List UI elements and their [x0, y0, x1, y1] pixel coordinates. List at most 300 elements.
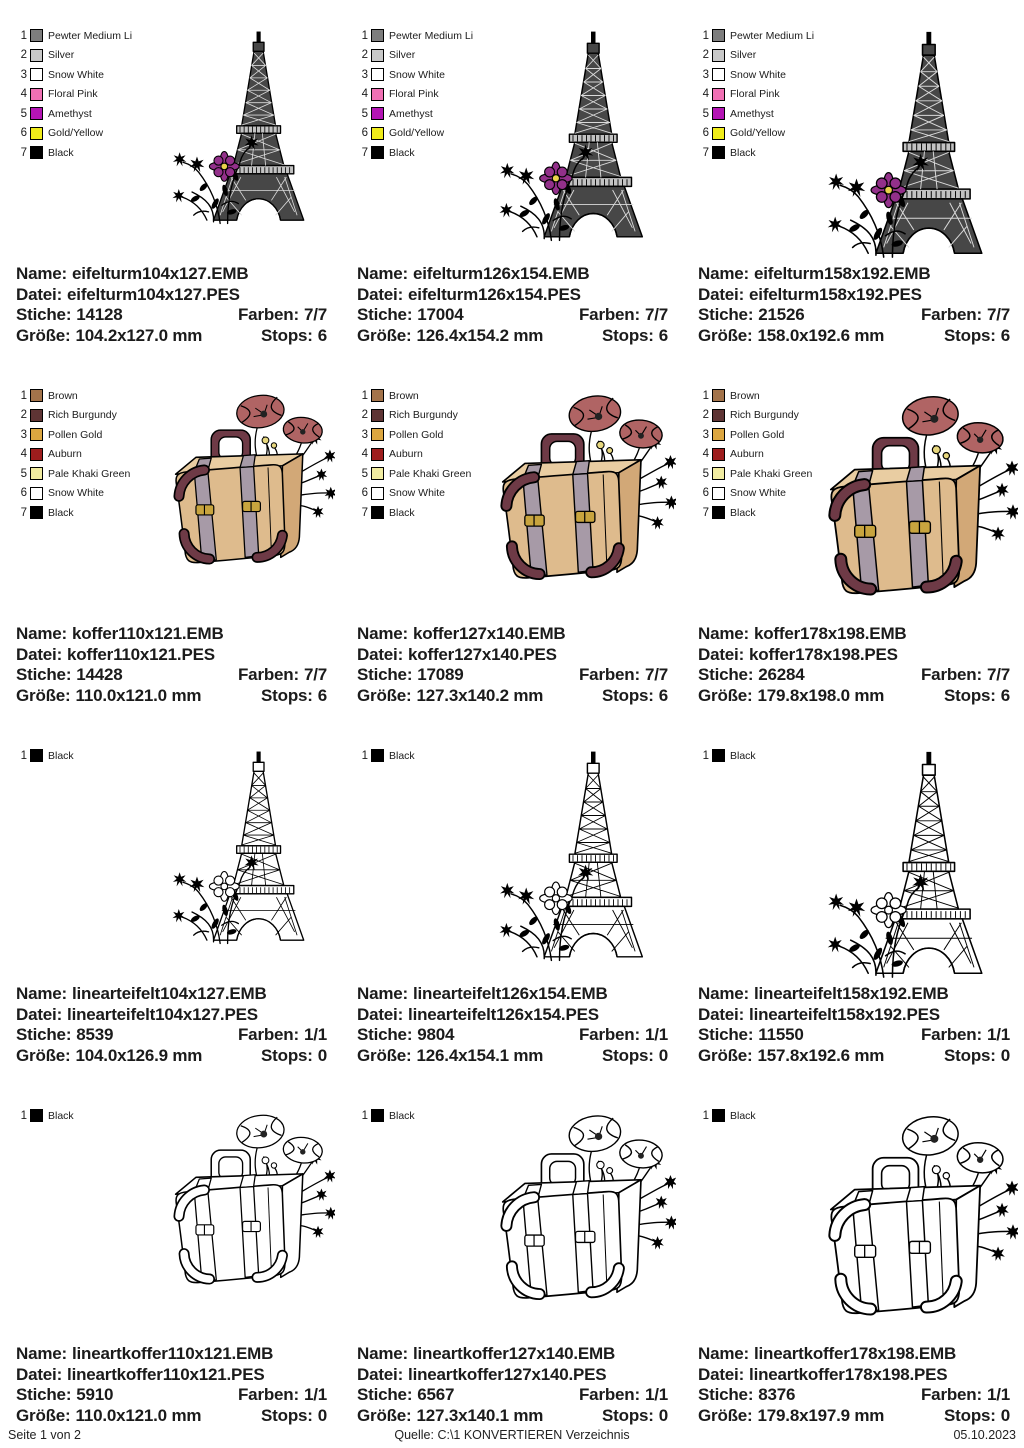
- size-label: Größe:: [16, 1045, 71, 1065]
- meta-size-line: [16, 1046, 327, 1067]
- stop-count: 6: [317, 685, 327, 705]
- legend-color-swatch: [712, 127, 725, 140]
- legend-item: [16, 484, 130, 504]
- meta-name-line: [357, 1344, 668, 1365]
- legend-number: 4: [20, 88, 27, 101]
- meta-file-line: [357, 285, 668, 306]
- stop-count: 6: [658, 685, 668, 705]
- meta-file-line: [16, 285, 327, 306]
- legend-label: Pollen Gold: [389, 428, 444, 441]
- legend-label: Pollen Gold: [730, 428, 785, 441]
- legend-color-swatch: [712, 88, 725, 101]
- colors-label: Farben:: [921, 305, 982, 324]
- color-legend: [357, 746, 415, 766]
- colors-label: Farben:: [238, 1025, 299, 1044]
- stop-count: 0: [658, 1045, 668, 1065]
- stitch-count: 17089: [417, 665, 464, 684]
- file-label: Datei:: [357, 1364, 404, 1384]
- stops-label: Stops:: [602, 325, 654, 345]
- meta-file-line: [698, 645, 1010, 666]
- size-label: Größe:: [16, 685, 71, 705]
- meta-name-line: [357, 624, 668, 645]
- design-cell: [341, 382, 682, 742]
- legend-label: Black: [730, 1109, 756, 1122]
- color-legend: [16, 26, 132, 163]
- footer-page-info: Seite 1 von 2: [8, 1428, 81, 1442]
- design-size: 126.4x154.1 mm: [416, 1045, 544, 1065]
- legend-label: Floral Pink: [48, 88, 98, 101]
- legend-item: [698, 104, 814, 124]
- design-size: 179.8x197.9 mm: [757, 1405, 885, 1425]
- design-meta: [16, 624, 327, 706]
- color-count: 7/7: [644, 305, 668, 324]
- stop-count: 0: [1000, 1045, 1010, 1065]
- legend-item: [16, 425, 130, 445]
- suitcase-graphic: [140, 386, 335, 571]
- stop-count: 6: [1000, 685, 1010, 705]
- meta-name-line: [698, 264, 1010, 285]
- stitch-count: 14428: [76, 665, 123, 684]
- stitches-label: Stiche:: [698, 305, 754, 324]
- meta-size-line: [357, 326, 668, 347]
- legend-number: 1: [702, 1109, 709, 1122]
- stops-label: Stops:: [944, 685, 996, 705]
- design-grid: [0, 22, 1024, 1448]
- design-preview: [474, 748, 672, 964]
- design-file: lineartkoffer178x198.PES: [749, 1364, 948, 1384]
- size-label: Größe:: [698, 325, 753, 345]
- name-label: Name:: [357, 984, 408, 1003]
- meta-name-line: [357, 984, 668, 1005]
- design-preview: [149, 748, 331, 947]
- suitcase-graphic: [140, 1106, 335, 1291]
- stitch-count: 21526: [758, 305, 805, 324]
- name-label: Name:: [16, 624, 67, 643]
- legend-number: 1: [361, 389, 368, 402]
- legend-number: 3: [702, 68, 709, 81]
- legend-label: Black: [389, 749, 415, 762]
- file-label: Datei:: [16, 1004, 63, 1024]
- legend-color-swatch: [712, 749, 725, 762]
- stops-label: Stops:: [602, 1045, 654, 1065]
- design-file: eifelturm158x192.PES: [749, 284, 922, 304]
- design-size: 127.3x140.1 mm: [416, 1405, 544, 1425]
- size-label: Größe:: [698, 685, 753, 705]
- legend-number: 1: [20, 29, 27, 42]
- legend-number: 6: [20, 487, 27, 500]
- design-size: 126.4x154.2 mm: [416, 325, 544, 345]
- legend-item: [16, 143, 132, 163]
- stops-label: Stops:: [261, 325, 313, 345]
- name-label: Name:: [16, 984, 67, 1003]
- legend-number: 7: [20, 506, 27, 519]
- legend-item: [357, 85, 473, 105]
- legend-label: Silver: [389, 49, 416, 62]
- legend-color-swatch: [371, 29, 384, 42]
- legend-color-swatch: [371, 68, 384, 81]
- legend-label: Pollen Gold: [48, 428, 103, 441]
- design-meta: [357, 624, 668, 706]
- suitcase-graphic: [789, 1106, 1018, 1323]
- legend-number: 1: [702, 749, 709, 762]
- meta-file-line: [357, 1365, 668, 1386]
- legend-label: Brown: [389, 389, 419, 402]
- legend-color-swatch: [30, 467, 43, 480]
- design-preview: [464, 386, 676, 587]
- legend-number: 4: [361, 448, 368, 461]
- suitcase-graphic: [464, 1106, 676, 1307]
- legend-label: Black: [48, 506, 74, 519]
- legend-label: Gold/Yellow: [48, 127, 104, 140]
- design-size: 104.0x126.9 mm: [75, 1045, 203, 1065]
- meta-file-line: [698, 1365, 1010, 1386]
- meta-name-line: [357, 264, 668, 285]
- meta-stitches-line: [16, 1385, 327, 1406]
- legend-color-swatch: [371, 127, 384, 140]
- legend-number: 3: [702, 428, 709, 441]
- legend-label: Pale Khaki Green: [389, 467, 472, 480]
- legend-item: [357, 46, 473, 66]
- design-preview: [149, 28, 331, 227]
- name-label: Name:: [357, 264, 408, 283]
- legend-number: 4: [702, 88, 709, 101]
- page-footer: [8, 1428, 1016, 1442]
- legend-item: [357, 386, 471, 406]
- meta-name-line: [16, 624, 327, 645]
- legend-label: Snow White: [48, 68, 105, 81]
- legend-label: Black: [48, 749, 74, 762]
- legend-number: 6: [20, 127, 27, 140]
- legend-number: 1: [361, 749, 368, 762]
- meta-file-line: [16, 645, 327, 666]
- color-legend: [698, 386, 812, 523]
- stitches-label: Stiche:: [698, 1025, 754, 1044]
- name-label: Name:: [16, 264, 67, 283]
- legend-item: [698, 445, 812, 465]
- colors-label: Farben:: [579, 305, 640, 324]
- color-legend: [16, 746, 74, 766]
- legend-item: [16, 503, 130, 523]
- colors-label: Farben:: [921, 665, 982, 684]
- design-size: 127.3x140.2 mm: [416, 685, 544, 705]
- size-label: Größe:: [357, 685, 412, 705]
- legend-item: [16, 746, 74, 766]
- color-count: 7/7: [644, 665, 668, 684]
- legend-color-swatch: [371, 107, 384, 120]
- legend-label: Silver: [48, 49, 75, 62]
- design-name: eifelturm158x192.EMB: [753, 264, 931, 283]
- footer-source-path: Quelle: C:\1 KONVERTIEREN Verzeichnis: [394, 1428, 630, 1442]
- stitch-count: 5910: [76, 1385, 114, 1404]
- design-size: 158.0x192.6 mm: [757, 325, 885, 345]
- legend-label: Amethyst: [730, 107, 774, 120]
- meta-size-line: [698, 686, 1010, 707]
- stitches-label: Stiche:: [357, 1385, 413, 1404]
- meta-name-line: [16, 264, 327, 285]
- legend-label: Snow White: [48, 487, 105, 500]
- legend-color-swatch: [371, 88, 384, 101]
- file-label: Datei:: [16, 1364, 63, 1384]
- color-count: 1/1: [303, 1025, 327, 1044]
- legend-color-swatch: [371, 506, 384, 519]
- legend-item: [357, 65, 473, 85]
- eiffel-tower-graphic: [474, 28, 672, 244]
- legend-color-swatch: [712, 107, 725, 120]
- design-cell: [682, 382, 1024, 742]
- size-label: Größe:: [357, 1405, 412, 1425]
- name-label: Name:: [698, 1344, 749, 1363]
- legend-item: [698, 124, 814, 144]
- size-label: Größe:: [16, 325, 71, 345]
- legend-item: [16, 46, 132, 66]
- legend-color-swatch: [30, 146, 43, 159]
- legend-item: [357, 26, 473, 46]
- color-legend: [16, 386, 130, 523]
- size-label: Größe:: [698, 1045, 753, 1065]
- legend-item: [16, 445, 130, 465]
- design-file: eifelturm126x154.PES: [408, 284, 581, 304]
- design-preview: [464, 1106, 676, 1307]
- stops-label: Stops:: [944, 325, 996, 345]
- legend-number: 2: [702, 49, 709, 62]
- stitch-count: 9804: [417, 1025, 455, 1044]
- legend-number: 3: [20, 428, 27, 441]
- legend-number: 1: [702, 29, 709, 42]
- meta-stitches-line: [357, 305, 668, 326]
- stop-count: 0: [317, 1405, 327, 1425]
- design-meta: [16, 1344, 327, 1426]
- stop-count: 6: [317, 325, 327, 345]
- legend-item: [698, 503, 812, 523]
- legend-label: Pewter Medium Li: [389, 29, 474, 42]
- legend-label: Rich Burgundy: [389, 409, 458, 422]
- colors-label: Farben:: [921, 1025, 982, 1044]
- legend-color-swatch: [30, 88, 43, 101]
- legend-color-swatch: [371, 1109, 384, 1122]
- legend-label: Pewter Medium Li: [730, 29, 815, 42]
- stitch-count: 14128: [76, 305, 123, 324]
- legend-number: 6: [361, 487, 368, 500]
- legend-label: Rich Burgundy: [730, 409, 799, 422]
- legend-color-swatch: [30, 49, 43, 62]
- design-file: eifelturm104x127.PES: [67, 284, 240, 304]
- design-file: koffer110x121.PES: [67, 644, 215, 664]
- legend-color-swatch: [371, 428, 384, 441]
- colors-label: Farben:: [579, 1385, 640, 1404]
- legend-item: [16, 406, 130, 426]
- color-count: 7/7: [986, 305, 1010, 324]
- meta-file-line: [357, 1005, 668, 1026]
- file-label: Datei:: [16, 284, 63, 304]
- legend-number: 7: [361, 506, 368, 519]
- name-label: Name:: [16, 1344, 67, 1363]
- legend-color-swatch: [712, 389, 725, 402]
- legend-item: [16, 124, 132, 144]
- legend-color-swatch: [712, 29, 725, 42]
- eiffel-tower-graphic: [800, 748, 1014, 981]
- legend-item: [357, 503, 471, 523]
- legend-number: 2: [20, 49, 27, 62]
- legend-color-swatch: [712, 448, 725, 461]
- color-count: 1/1: [303, 1385, 327, 1404]
- design-meta: [357, 264, 668, 346]
- size-label: Größe:: [357, 325, 412, 345]
- legend-number: 4: [702, 448, 709, 461]
- legend-label: Pale Khaki Green: [730, 467, 813, 480]
- legend-number: 2: [20, 409, 27, 422]
- legend-label: Gold/Yellow: [389, 127, 445, 140]
- legend-label: Amethyst: [389, 107, 433, 120]
- design-cell: [341, 742, 682, 1102]
- stops-label: Stops:: [261, 1045, 313, 1065]
- design-preview: [474, 28, 672, 244]
- meta-size-line: [357, 686, 668, 707]
- legend-number: 1: [20, 749, 27, 762]
- legend-color-swatch: [371, 389, 384, 402]
- design-cell: [0, 742, 341, 1102]
- design-name: lineartkoffer127x140.EMB: [412, 1344, 616, 1363]
- design-file: linearteifelt104x127.PES: [67, 1004, 258, 1024]
- meta-size-line: [698, 1406, 1010, 1427]
- design-meta: [698, 264, 1010, 346]
- design-size: 104.2x127.0 mm: [75, 325, 203, 345]
- legend-item: [16, 85, 132, 105]
- legend-number: 2: [361, 49, 368, 62]
- legend-label: Black: [389, 506, 415, 519]
- color-count: 7/7: [303, 665, 327, 684]
- legend-color-swatch: [30, 389, 43, 402]
- design-cell: [682, 742, 1024, 1102]
- color-count: 7/7: [986, 665, 1010, 684]
- legend-label: Snow White: [730, 487, 787, 500]
- meta-stitches-line: [698, 305, 1010, 326]
- legend-label: Silver: [730, 49, 757, 62]
- stitches-label: Stiche:: [16, 1025, 72, 1044]
- legend-label: Auburn: [730, 448, 764, 461]
- design-name: koffer127x140.EMB: [412, 624, 566, 643]
- legend-number: 6: [702, 487, 709, 500]
- name-label: Name:: [698, 984, 749, 1003]
- stitches-label: Stiche:: [698, 1385, 754, 1404]
- legend-color-swatch: [371, 49, 384, 62]
- color-legend: [357, 386, 471, 523]
- meta-stitches-line: [16, 1025, 327, 1046]
- color-legend: [698, 1106, 756, 1126]
- legend-item: [698, 46, 814, 66]
- design-preview: [800, 748, 1014, 981]
- meta-file-line: [16, 1005, 327, 1026]
- meta-file-line: [698, 285, 1010, 306]
- legend-item: [357, 484, 471, 504]
- color-legend: [357, 26, 473, 163]
- file-label: Datei:: [16, 644, 63, 664]
- meta-size-line: [16, 326, 327, 347]
- legend-color-swatch: [371, 487, 384, 500]
- design-meta: [357, 1344, 668, 1426]
- legend-label: Pale Khaki Green: [48, 467, 131, 480]
- meta-name-line: [16, 984, 327, 1005]
- legend-number: 1: [20, 1109, 27, 1122]
- legend-number: 5: [702, 107, 709, 120]
- design-meta: [698, 1344, 1010, 1426]
- meta-stitches-line: [16, 305, 327, 326]
- legend-number: 5: [20, 467, 27, 480]
- meta-file-line: [698, 1005, 1010, 1026]
- stop-count: 0: [317, 1045, 327, 1065]
- color-legend: [16, 1106, 74, 1126]
- legend-item: [357, 124, 473, 144]
- legend-number: 6: [702, 127, 709, 140]
- legend-item: [357, 143, 473, 163]
- legend-number: 3: [361, 428, 368, 441]
- design-name: koffer110x121.EMB: [71, 624, 224, 643]
- design-size: 110.0x121.0 mm: [75, 685, 202, 705]
- legend-number: 1: [361, 29, 368, 42]
- legend-item: [698, 85, 814, 105]
- stops-label: Stops:: [602, 685, 654, 705]
- name-label: Name:: [698, 264, 749, 283]
- file-label: Datei:: [357, 1004, 404, 1024]
- design-name: lineartkoffer110x121.EMB: [71, 1344, 274, 1363]
- legend-label: Black: [730, 506, 756, 519]
- color-count: 1/1: [644, 1385, 668, 1404]
- legend-number: 7: [702, 146, 709, 159]
- legend-item: [16, 65, 132, 85]
- legend-color-swatch: [712, 506, 725, 519]
- eiffel-tower-graphic: [149, 748, 331, 947]
- legend-item: [357, 406, 471, 426]
- legend-color-swatch: [712, 428, 725, 441]
- legend-number: 5: [20, 107, 27, 120]
- colors-label: Farben:: [579, 1025, 640, 1044]
- stitches-label: Stiche:: [16, 305, 72, 324]
- legend-color-swatch: [30, 749, 43, 762]
- legend-color-swatch: [371, 409, 384, 422]
- legend-color-swatch: [371, 749, 384, 762]
- stops-label: Stops:: [944, 1405, 996, 1425]
- legend-number: 1: [702, 389, 709, 402]
- legend-label: Black: [48, 1109, 74, 1122]
- file-label: Datei:: [698, 644, 745, 664]
- file-label: Datei:: [698, 284, 745, 304]
- legend-number: 4: [20, 448, 27, 461]
- legend-item: [16, 26, 132, 46]
- meta-stitches-line: [357, 665, 668, 686]
- meta-stitches-line: [698, 1025, 1010, 1046]
- meta-stitches-line: [698, 665, 1010, 686]
- design-preview: [789, 386, 1018, 603]
- design-cell: [0, 382, 341, 742]
- stitches-label: Stiche:: [357, 305, 413, 324]
- stitch-count: 11550: [758, 1025, 804, 1044]
- color-count: 7/7: [303, 305, 327, 324]
- design-cell: [682, 22, 1024, 382]
- legend-item: [698, 746, 756, 766]
- legend-color-swatch: [371, 448, 384, 461]
- legend-color-swatch: [712, 467, 725, 480]
- legend-color-swatch: [712, 487, 725, 500]
- design-size: 110.0x121.0 mm: [75, 1405, 202, 1425]
- eiffel-tower-graphic: [474, 748, 672, 964]
- design-cell: [0, 22, 341, 382]
- legend-number: 5: [702, 467, 709, 480]
- name-label: Name:: [357, 624, 408, 643]
- legend-item: [16, 1106, 74, 1126]
- legend-item: [698, 386, 812, 406]
- legend-color-swatch: [30, 107, 43, 120]
- legend-color-swatch: [30, 506, 43, 519]
- colors-label: Farben:: [238, 305, 299, 324]
